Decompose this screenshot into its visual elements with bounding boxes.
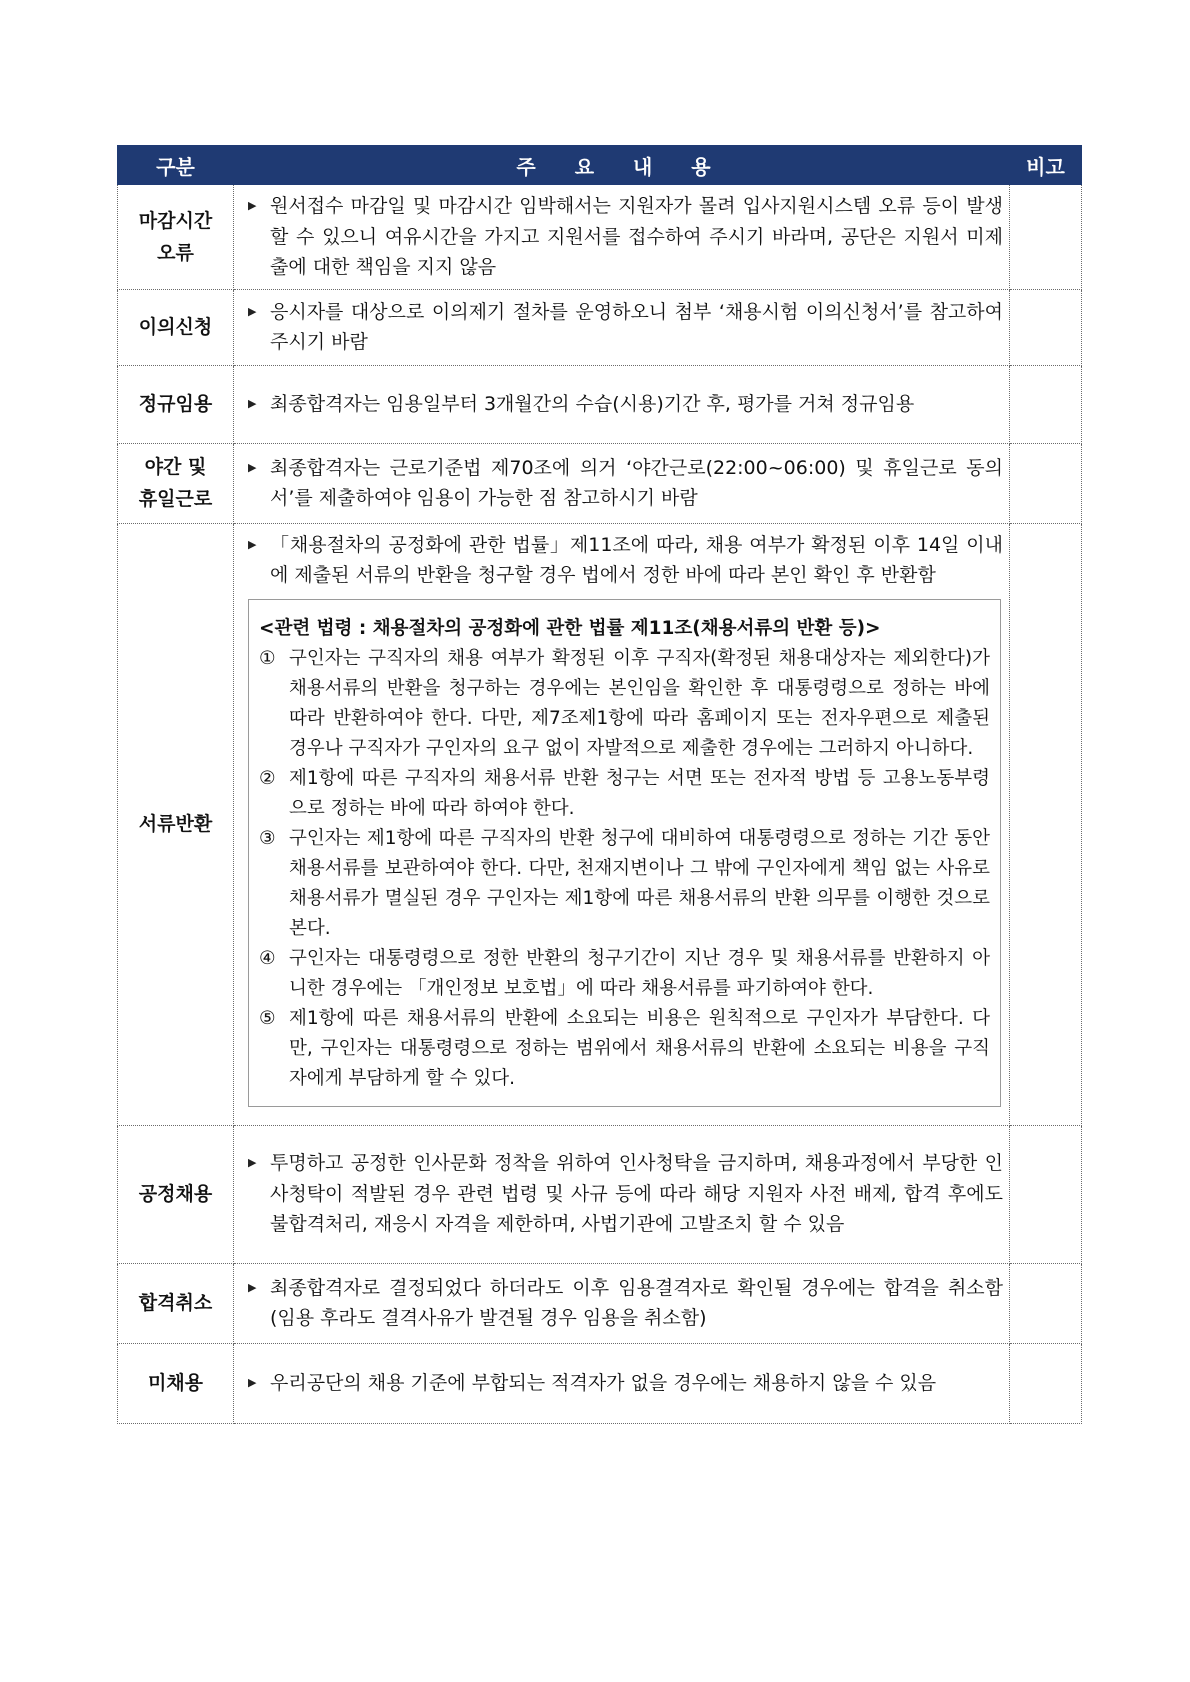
row-fair-hiring	[118, 1125, 1082, 1263]
row-content	[234, 185, 1010, 290]
header-remarks: 비고	[1010, 146, 1082, 185]
row-remark	[1010, 1343, 1082, 1423]
row-remark	[1010, 523, 1082, 1125]
row-pass-cancellation	[118, 1263, 1082, 1343]
bullet-item	[248, 530, 1003, 591]
row-content	[234, 365, 1010, 443]
clause-number: ⑤	[259, 1007, 276, 1029]
row-label	[118, 185, 234, 290]
bullet-text: 최종합격자는 근로기준법 제70조에 의거 ‘야간근로(22:00~06:00) 및 휴일근로 동의서’를 제출하여야 임용이 가능한 점 참고하시기 바람	[270, 456, 1003, 509]
row-no-hiring	[118, 1343, 1082, 1423]
row-document-return	[118, 523, 1082, 1125]
row-content	[234, 1125, 1010, 1263]
bullet-text: 「채용절차의 공정화에 관한 법률」제11조에 따라, 채용 여부가 확정된 이후 14일 이내에 제출된 서류의 반환을 청구할 경우 법에서 정한 바에 따라 본인 확인 후 반환함	[270, 533, 1003, 586]
row-label	[118, 289, 234, 365]
notice-table	[117, 145, 1082, 1424]
row-content	[234, 523, 1010, 1125]
bullet-item	[248, 191, 1003, 283]
row-label	[118, 1263, 234, 1343]
clause-text: 제1항에 따른 채용서류의 반환에 소요되는 비용은 원칙적으로 구인자가 부담한다. 다만, 구인자는 대통령령으로 정하는 범위에서 채용서류의 반환에 소요되는 비용을 구직자에게 부담하게 할 수 있다.	[289, 1007, 990, 1089]
bullet-text: 원서접수 마감일 및 마감시간 임박해서는 지원자가 몰려 입사지원시스템 오류 등이 발생할 수 있으니 여유시간을 가지고 지원서를 접수하여 주시기 바라며, 공단은 지원서 미제출에 대한 책임을 지지 않음	[270, 195, 1003, 278]
label-line: 미채용	[147, 1372, 204, 1394]
bullet-triangle-icon: ▶	[248, 304, 257, 318]
bullet-text: 최종합격자로 결정되었다 하더라도 이후 임용결격자로 확인될 경우에는 합격을 취소함(임용 후라도 결격사유가 발견될 경우 임용을 취소함)	[270, 1276, 1003, 1329]
notice-document	[117, 145, 1082, 1424]
row-content	[234, 289, 1010, 365]
bullet-item	[248, 297, 1003, 358]
bullet-triangle-icon: ▶	[248, 199, 257, 212]
law-clause	[259, 1004, 990, 1094]
clause-number: ②	[259, 767, 276, 789]
bullet-item	[248, 389, 1003, 420]
label-line: 합격취소	[138, 1292, 213, 1314]
bullet-item	[248, 1148, 1003, 1240]
bullet-triangle-icon: ▶	[248, 1280, 257, 1294]
bullet-text: 우리공단의 채용 기준에 부합되는 적격자가 없을 경우에는 채용하지 않을 수 있음	[270, 1371, 937, 1394]
bullet-triangle-icon: ▶	[248, 460, 257, 474]
law-title: <관련 법령 : 채용절차의 공정화에 관한 법률 제11조(채용서류의 반환 등)>	[259, 617, 881, 639]
label-line: 오류	[157, 241, 194, 264]
label-line: 서류반환	[138, 813, 213, 835]
row-content	[234, 443, 1010, 523]
bullet-text: 투명하고 공정한 인사문화 정착을 위하여 인사청탁을 금지하며, 채용과정에서 부당한 인사청탁이 적발된 경우 관련 법령 및 사규 등에 따라 해당 지원자 사전 배제, 합격 후에도 불합격처리, 재응시 자격을 제한하며, 사법기관에 고발조치 할 수 있음	[270, 1152, 1003, 1236]
law-clause	[259, 764, 990, 824]
bullet-item	[248, 1368, 1003, 1399]
row-remark	[1010, 289, 1082, 365]
law-clause	[259, 824, 990, 944]
row-deadline-error	[118, 185, 1082, 290]
clause-number: ①	[259, 647, 276, 669]
row-remark	[1010, 443, 1082, 523]
label-line: 정규임용	[138, 393, 213, 415]
clause-number: ④	[259, 947, 276, 969]
clause-text: 구인자는 제1항에 따른 구직자의 반환 청구에 대비하여 대통령령으로 정하는 기간 동안 채용서류를 보관하여야 한다. 다만, 천재지변이나 그 밖에 구인자에게 책임 없는 사유로 채용서류가 멸실된 경우 구인자는 제1항에 따른 채용서류의 반환 의무를 이행한 것으로 본다.	[289, 827, 990, 939]
bullet-item	[248, 1273, 1003, 1334]
row-label	[118, 1343, 234, 1423]
related-law-box	[248, 599, 1001, 1107]
header-main-content: 주 요 내 용	[234, 146, 1010, 185]
row-label	[118, 1125, 234, 1263]
header-category: 구분	[118, 146, 234, 185]
label-line: 마감시간	[138, 209, 213, 232]
clause-text: 구인자는 구직자의 채용 여부가 확정된 이후 구직자(확정된 채용대상자는 제외한다)가 채용서류의 반환을 청구하는 경우에는 본인임을 확인한 후 대통령령으로 정하는 바에 따라 반환하여야 한다. 다만, 제7조제1항에 따라 홈페이지 또는 전자우편으로 제출된 경우나 구직자가 구인자의 요구 없이 자발적으로 제출한 경우에는 그러하지 아니하다.	[289, 647, 990, 759]
law-clause	[259, 644, 990, 764]
row-remark	[1010, 185, 1082, 290]
bullet-triangle-icon: ▶	[248, 1156, 257, 1170]
label-line: 휴일근로	[138, 488, 213, 510]
table-header-row	[118, 146, 1082, 185]
clause-text: 구인자는 대통령령으로 정한 반환의 청구기간이 지난 경우 및 채용서류를 반환하지 아니한 경우에는 「개인정보 보호법」에 따라 채용서류를 파기하여야 한다.	[289, 947, 990, 999]
row-remark	[1010, 1125, 1082, 1263]
bullet-text: 최종합격자는 임용일부터 3개월간의 수습(시용)기간 후, 평가를 거쳐 정규임용	[270, 392, 915, 415]
bullet-item	[248, 453, 1003, 514]
row-content	[234, 1343, 1010, 1423]
label-line: 야간 및	[144, 456, 207, 478]
bullet-triangle-icon: ▶	[248, 396, 257, 410]
label-line: 이의신청	[138, 316, 213, 338]
row-content	[234, 1263, 1010, 1343]
row-regular-appointment	[118, 365, 1082, 443]
clause-number: ③	[259, 827, 276, 849]
row-objection	[118, 289, 1082, 365]
bullet-triangle-icon: ▶	[248, 1375, 257, 1389]
row-label	[118, 365, 234, 443]
row-remark	[1010, 365, 1082, 443]
bullet-triangle-icon: ▶	[248, 537, 257, 551]
clause-text: 제1항에 따른 구직자의 채용서류 반환 청구는 서면 또는 전자적 방법 등 고용노동부령으로 정하는 바에 따라 하여야 한다.	[289, 767, 990, 819]
law-clause	[259, 944, 990, 1004]
row-remark	[1010, 1263, 1082, 1343]
row-night-holiday-work	[118, 443, 1082, 523]
label-line: 공정채용	[138, 1183, 213, 1205]
row-label	[118, 523, 234, 1125]
bullet-text: 응시자를 대상으로 이의제기 절차를 운영하오니 첨부 ‘채용시험 이의신청서’를 참고하여 주시기 바람	[270, 300, 1003, 353]
row-label	[118, 443, 234, 523]
